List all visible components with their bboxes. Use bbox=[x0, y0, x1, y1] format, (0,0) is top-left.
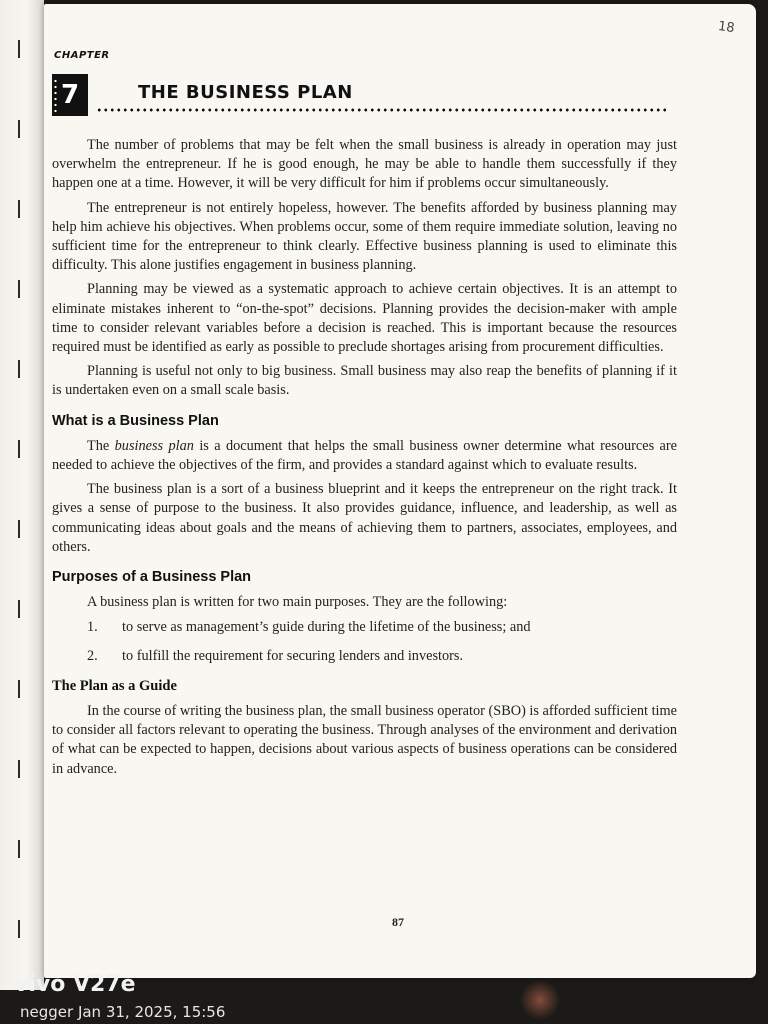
paragraph bbox=[52, 437, 677, 475]
paragraph: Planning is useful not only to big business. Small business may also reap the benefits of planning if it is undertaken even on a small scale basis. bbox=[52, 363, 677, 399]
list-number: 2. bbox=[87, 647, 98, 664]
binding-ring bbox=[18, 280, 20, 298]
italic-term: business plan bbox=[114, 437, 194, 454]
film-perforation-decoration bbox=[54, 78, 57, 112]
purpose-list bbox=[52, 618, 677, 665]
camera-watermark-timestamp: negger Jan 31, 2025, 15:56 bbox=[20, 1003, 226, 1021]
page-number: 87 bbox=[392, 915, 404, 929]
camera-watermark-device: vivo V27e bbox=[14, 972, 136, 997]
paragraph: The number of problems that may be felt when the small business is already in operation may just overwhelm the entrepreneur. If he is good enough, he may be able to handle them successfully if they happen one at a time. However, it will be very difficult for him if problems occur simultaneously. bbox=[52, 137, 677, 192]
binding-ring bbox=[18, 200, 20, 218]
paragraph: In the course of writing the business plan, the small business operator (SBO) is afforded sufficient time to consider all factors relevant to operating the business. Through analyses of the environment and derivation of what can be expected to happen, decisions about various aspects of business operations can be considered in advance. bbox=[52, 703, 677, 777]
paragraph: Planning may be viewed as a systematic approach to achieve certain objectives. It is an attempt to eliminate mistakes inherent to “on-the-spot” decisions. Planning provides the decision-maker with ample time to consider relevant variables before a decision is reached. This is important because the resources required must be identified as early as possible to preclude shortages arising from procurement difficulties. bbox=[52, 281, 677, 356]
list-text: to serve as management’s guide during the lifetime of the business; and bbox=[122, 619, 531, 636]
list-text: to fulfill the requirement for securing lenders and investors. bbox=[122, 647, 464, 664]
paragraph: A business plan is written for two main purposes. They are the following: bbox=[87, 594, 508, 611]
binding-ring bbox=[18, 600, 20, 618]
photo-glare bbox=[520, 980, 560, 1020]
page-body bbox=[52, 136, 677, 784]
notebook-binding bbox=[0, 0, 44, 990]
binding-ring bbox=[18, 920, 20, 938]
chapter-title: THE BUSINESS PLAN bbox=[138, 82, 353, 103]
binding-ring bbox=[18, 120, 20, 138]
section-heading-purposes: Purposes of a Business Plan bbox=[52, 569, 252, 586]
paragraph: The business plan is a sort of a business blueprint and it keeps the entrepreneur on the right track. It gives a sense of purpose to the business. It also provides guidance, influence, and leadership, as well as communicating ideas about goals and the means of achieving them to partners, associates, employees, and others. bbox=[52, 481, 677, 555]
list-item bbox=[52, 618, 677, 637]
binding-ring bbox=[18, 520, 20, 538]
list-number: 1. bbox=[87, 619, 98, 636]
chapter-number: 7 bbox=[60, 80, 80, 110]
section-heading-what-is: What is a Business Plan bbox=[52, 412, 219, 429]
title-dotted-rule bbox=[96, 108, 666, 112]
binding-ring bbox=[18, 680, 20, 698]
paragraph: The entrepreneur is not entirely hopeless, however. The benefits afforded by business planning may help him achieve his objectives. When problems occur, some of them require immediate solution, leaving no sufficient time for the entrepreneur to think clearly. Effective business planning is used to eliminate this difficulty. This alone justifies engagement in business planning. bbox=[52, 199, 677, 274]
binding-ring bbox=[18, 840, 20, 858]
chapter-label: CHAPTER bbox=[54, 50, 110, 61]
list-item bbox=[52, 647, 677, 666]
binding-ring bbox=[18, 760, 20, 778]
binding-ring bbox=[18, 440, 20, 458]
binding-ring bbox=[18, 40, 20, 58]
section-heading-plan-guide: The Plan as a Guide bbox=[52, 677, 177, 694]
handwritten-page-mark: 18 bbox=[717, 18, 736, 37]
chapter-number-box bbox=[52, 74, 88, 116]
binding-ring bbox=[18, 360, 20, 378]
text-run: is a document that helps the small business owner determine what resources are needed to achieve the objectives of the firm, and provides a standard against which to evaluate results. bbox=[52, 437, 677, 474]
text-run: The bbox=[87, 437, 115, 454]
